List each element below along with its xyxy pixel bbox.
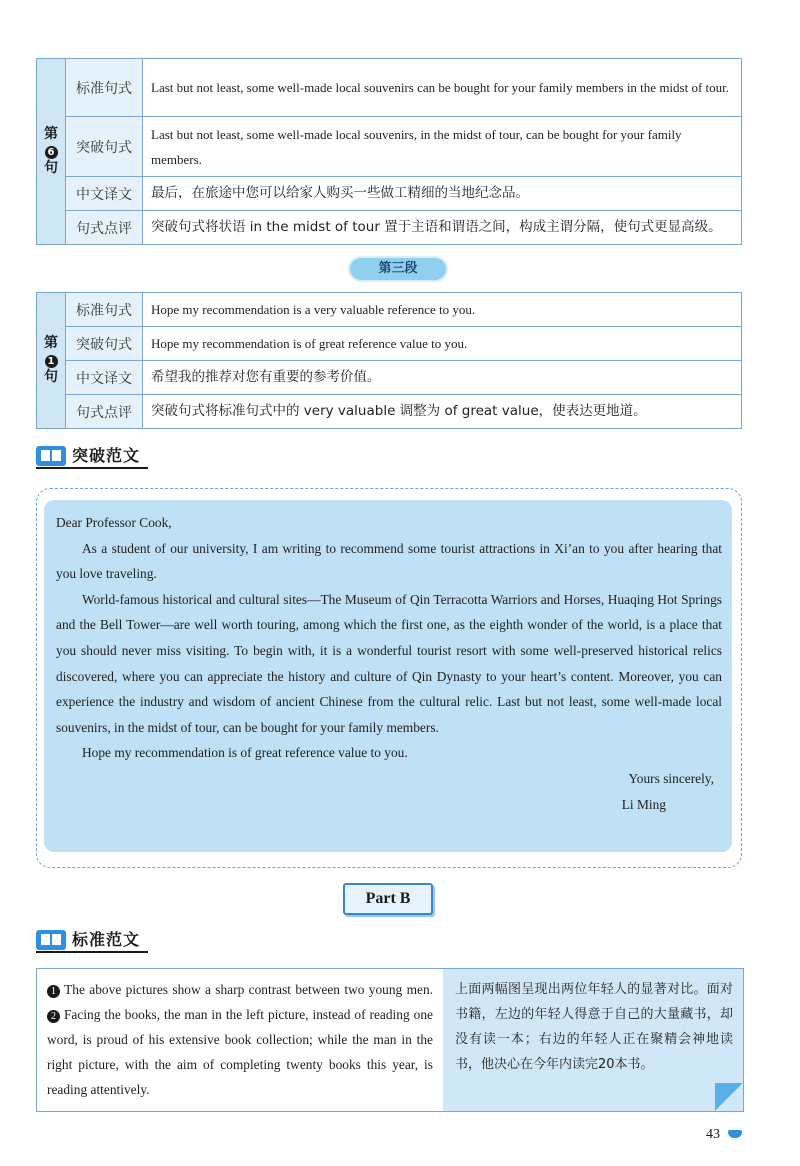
row-label: 突破句式 xyxy=(66,117,143,177)
heading-standard-essay xyxy=(36,928,140,952)
row-label: 中文译文 xyxy=(66,361,143,395)
letter-paragraph-3: Hope my recommendation is of great reference value to you. xyxy=(82,745,408,761)
row-label: 句式点评 xyxy=(66,211,143,245)
sentence-number-cell xyxy=(37,293,66,429)
sentence-table-6 xyxy=(36,58,742,245)
english-example xyxy=(37,969,443,1111)
book-icon xyxy=(36,446,66,466)
chinese-translation xyxy=(443,969,743,1111)
row-label: 突破句式 xyxy=(66,327,143,361)
heading-breakthrough-essay xyxy=(36,444,140,468)
sentence-number-badge: 1 xyxy=(45,355,58,368)
graduation-cap-icon xyxy=(728,1130,742,1138)
heading-underline xyxy=(36,467,148,469)
sentence-badge-2: 2 xyxy=(47,1010,60,1023)
row-text: Hope my recommendation is a very valuable reference to you. xyxy=(143,293,742,327)
side-char-top: 第 xyxy=(44,126,58,142)
row-text: 突破句式将标准句式中的 very valuable 调整为 of great value，使表达更地道。 xyxy=(143,395,742,429)
heading-underline xyxy=(36,951,148,953)
part-b-label: Part B xyxy=(343,883,433,915)
row-label: 标准句式 xyxy=(66,59,143,117)
book-icon xyxy=(36,930,66,950)
letter-greeting: Dear Professor Cook, xyxy=(56,515,172,530)
letter-body xyxy=(56,510,722,817)
letter-signature: Li Ming xyxy=(621,796,666,812)
sentence-badge-1: 1 xyxy=(47,985,60,998)
example-box xyxy=(36,968,744,1112)
row-text: Hope my recommendation is of great reference value to you. xyxy=(143,327,742,361)
side-char-top: 第 xyxy=(44,335,58,351)
side-char-bottom: 句 xyxy=(44,369,58,385)
letter-closing: Yours sincerely, xyxy=(628,770,714,786)
row-text: Last but not least, some well-made local souvenirs can be bought for your family members in the midst of tour. xyxy=(143,59,742,117)
example-sentence-2: Facing the books, the man in the left picture, instead of reading one word, is proud of his extensive book collection; while the man in the right picture, with the aim of completing twenty books this year, is reading attentively. xyxy=(47,1007,433,1097)
row-text: 突破句式将状语 in the midst of tour 置于主语和谓语之间，构成主谓分隔，使句式更显高级。 xyxy=(143,211,742,245)
sentence-number-cell xyxy=(37,59,66,245)
sentence-number-badge: 6 xyxy=(45,146,58,159)
page-number: 43 xyxy=(706,1127,720,1142)
example-sentence-1: The above pictures show a sharp contrast between two young men. xyxy=(64,982,434,997)
letter-paragraph-1: As a student of our university, I am writing to recommend some tourist attractions in Xi’an to you after hearing that you love traveling. xyxy=(56,540,722,582)
row-label: 句式点评 xyxy=(66,395,143,429)
english-example-text xyxy=(47,977,433,1102)
side-char-bottom: 句 xyxy=(44,160,58,176)
heading-text: 标准范文 xyxy=(72,930,141,949)
row-label: 中文译文 xyxy=(66,177,143,211)
row-label: 标准句式 xyxy=(66,293,143,327)
row-text: 希望我的推荐对您有重要的参考价值。 xyxy=(143,361,742,395)
heading-text: 突破范文 xyxy=(72,446,141,465)
chinese-translation-text: 上面两幅图呈现出两位年轻人的显著对比。面对书籍，左边的年轻人得意于自己的大量藏书，却没有读一本；右边的年轻人正在聚精会神地读书，他决心在今年内读完20本书。 xyxy=(455,982,733,1072)
section-title-pill: 第三段 xyxy=(350,258,446,280)
letter-paragraph-2: World-famous historical and cultural sites—The Museum of Qin Terracotta Warriors and Horses, Huaqing Hot Springs and the Bell Tower—are well worth touring, among which the first one, as the eighth wonder of the world, is a place that you should never miss visiting. To begin with, it is a wonderful tourist resort with some well-preserved historical relics discovered, where you can appreciate the history and culture of Qin Dynasty to your heart’s content. Moreover, you can experience the industry and wisdom of ancient Chinese from the cultural relic. Last but not least, some well-made local souvenirs, in the midst of tour, can be bought for your family members. xyxy=(56,591,722,735)
page-fold-decoration xyxy=(715,1083,743,1111)
row-text: Last but not least, some well-made local souvenirs, in the midst of tour, can be bought for your family members. xyxy=(143,117,742,177)
row-text: 最后，在旅途中您可以给家人购买一些做工精细的当地纪念品。 xyxy=(143,177,742,211)
sentence-table-1 xyxy=(36,292,742,429)
